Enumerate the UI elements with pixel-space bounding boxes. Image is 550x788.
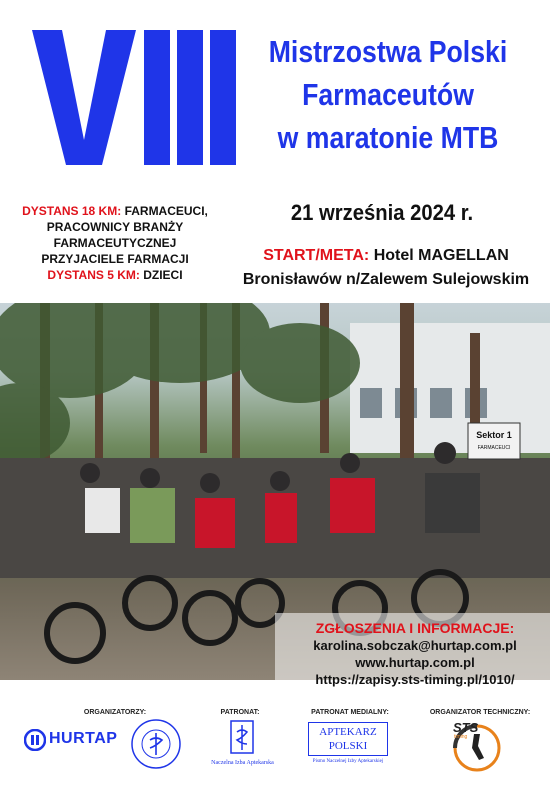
sts-timing-logo <box>450 718 505 773</box>
dist18-group-3: FARMACEUTYCZNEJ <box>53 236 177 250</box>
sector-sign-subtitle: FARMACEUCI <box>477 445 511 451</box>
title-line-3: w maratonie MTB <box>277 120 499 155</box>
aptekarz-line2: POLSKI <box>328 740 368 752</box>
race-categories <box>10 203 220 283</box>
registration-link[interactable]: https://zapisy.sts-timing.pl/1010/ <box>315 672 515 687</box>
oia-lodz-seal <box>130 718 182 770</box>
title-line-2: Farmaceutów <box>302 77 474 112</box>
event-title <box>259 30 517 159</box>
title-line-1: Mistrzostwa Polski <box>268 34 508 69</box>
dist18-label: DYSTANS 18 KM: <box>22 204 122 218</box>
dist5-group: DZIECI <box>143 268 183 282</box>
patronage-label: PATRONAT: <box>220 709 260 716</box>
aptekarz-line1: APTEKARZ <box>319 726 377 738</box>
aptekarz-polski-logo <box>308 722 388 772</box>
hurtap-emblem-icon <box>24 729 46 751</box>
nia-caption: Naczelna Izba Aptekarska <box>211 760 274 766</box>
sponsors-footer <box>0 690 550 788</box>
contact-heading: ZGŁOSZENIA I INFORMACJE: <box>315 620 515 636</box>
dist18-group-2: PRACOWNICY BRANŻY <box>46 220 184 234</box>
dist18-group-4: PRZYJACIELE FARMACJI <box>41 252 189 266</box>
organizers-label: ORGANIZATORZY: <box>83 709 147 716</box>
dist18-group-1: FARMACEUCI, <box>124 204 208 218</box>
edition-numeral-glyphs <box>32 30 237 165</box>
sts-logo-caption: timing <box>454 734 468 740</box>
sts-logo-text: STS <box>453 720 479 735</box>
contact-block <box>280 620 550 688</box>
venue-label: START/META: <box>263 247 370 264</box>
venue <box>225 244 547 292</box>
sector-sign-title: Sektor 1 <box>476 430 512 440</box>
aptekarz-caption: Pismo Naczelnej Izby Aptekarskiej <box>312 759 384 764</box>
venue-address: Bronisławów n/Zalewem Sulejowskim <box>242 271 530 288</box>
media-patronage-label: PATRONAT MEDIALNY: <box>311 709 389 716</box>
event-date: 21 września 2024 r. <box>290 200 474 225</box>
hurtap-logo-text: HURTAP <box>49 730 118 747</box>
venue-place: Hotel MAGELLAN <box>373 247 509 264</box>
oia-lodz-seal-icon <box>130 718 182 770</box>
contact-email[interactable]: karolina.sobczak@hurtap.com.pl <box>313 638 517 653</box>
dist5-label: DYSTANS 5 KM: <box>47 268 140 282</box>
contact-website[interactable]: www.hurtap.com.pl <box>355 655 475 670</box>
hurtap-logo <box>24 728 124 752</box>
edition-numeral <box>32 30 237 165</box>
nia-logo <box>205 720 280 775</box>
caduceus-icon <box>230 720 254 754</box>
tech-organizer-label: ORGANIZATOR TECHNICZNY: <box>429 709 531 716</box>
